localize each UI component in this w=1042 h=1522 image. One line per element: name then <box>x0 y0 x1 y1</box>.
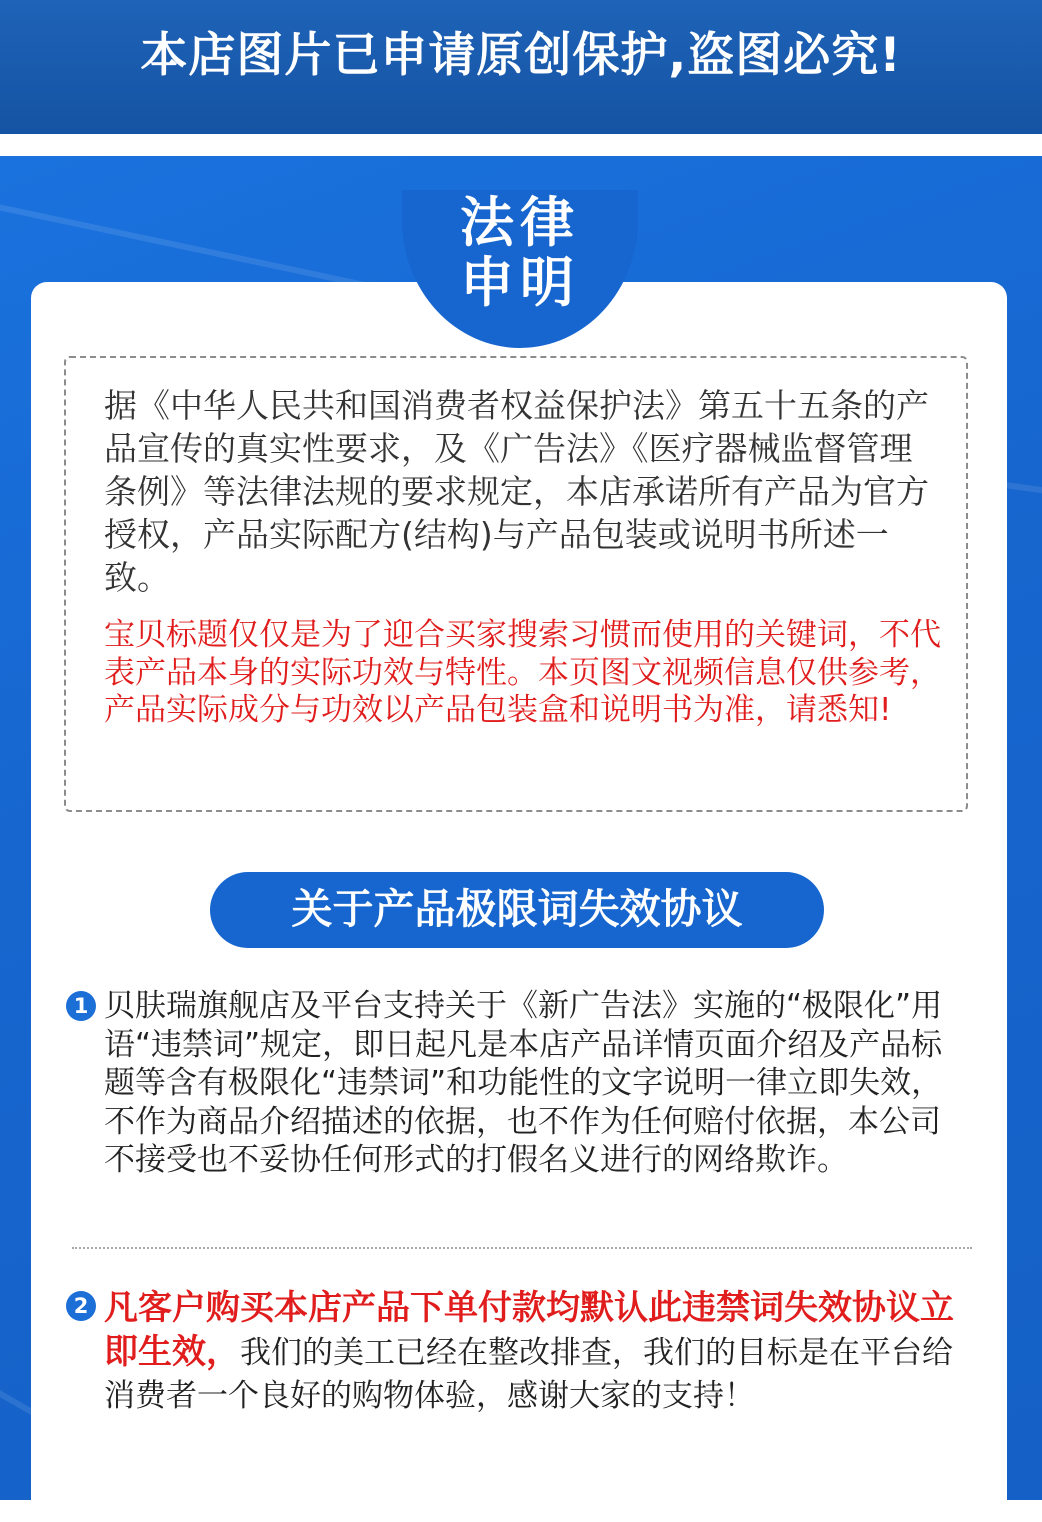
dotted-divider <box>72 1247 972 1249</box>
item-number-badge: 2 <box>66 1291 96 1321</box>
legal-badge-title <box>402 193 638 313</box>
agreement-item-2 <box>104 1287 974 1418</box>
agreement-title: 关于产品极限词失效协议 <box>291 885 743 933</box>
item-number-badge: 1 <box>66 991 96 1021</box>
statement-notice: 宝贝标题仅仅是为了迎合买家搜索习惯而使用的关键词，不代表产品本身的实际功效与特性。本页图文视频信息仅供参考，产品实际成分与功效以产品包装盒和说明书为准，请悉知! <box>104 617 941 728</box>
agreement-item-2-highlight: 凡客户购买本店产品下单付款均默认此违禁词失效协议立即生效， <box>104 1288 954 1372</box>
statement-paragraph: 据《中华人民共和国消费者权益保护法》第五十五条的产品宣传的真实性要求，及《广告法》《医疗器械监督管理条例》等法律法规的要求规定，本店承诺所有产品为官方授权，产品实际配方(结构)与产品包装或说明书所述一致。 <box>104 386 929 597</box>
legal-badge-line1: 法律 <box>460 191 580 254</box>
legal-badge-line2: 申明 <box>460 251 580 314</box>
agreement-item-1: 贝肤瑞旗舰店及平台支持关于《新广告法》实施的“极限化”用语“违禁词”规定，即日起凡是本店产品详情页面介绍及产品标题等含有极限化“违禁词”和功能性的文字说明一律立即失效，不作为商品介绍描述的依据，也不作为任何赔付依据，本公司不接受也不妥协任何形式的打假名义进行的网络欺诈。 <box>104 988 943 1178</box>
top-banner <box>0 0 1042 134</box>
banner-separator <box>0 134 1042 156</box>
agreement-item-2-text: 我们的美工已经在整改排查，我们的目标是在平台给消费者一个良好的购物体验，感谢大家的支持！ <box>104 1335 953 1414</box>
copyright-banner-title: 本店图片已申请原创保护,盗图必究! <box>140 28 902 83</box>
background-streak <box>0 196 371 289</box>
